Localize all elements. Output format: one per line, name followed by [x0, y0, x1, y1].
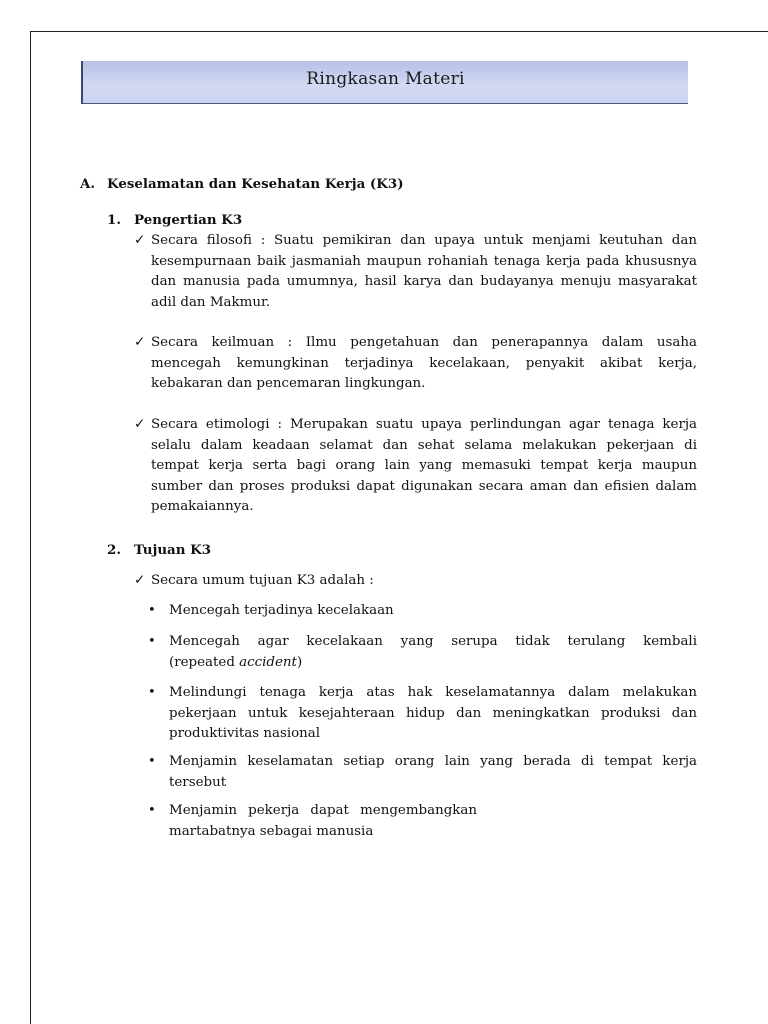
text-line: pemakaiannya.: [151, 499, 254, 514]
text-line: tersebut: [169, 774, 227, 790]
text-line: Secara filosofi : Suatu pemikiran dan upaya untuk menjami keutuhan dan: [151, 233, 697, 248]
text-line: adil dan Makmur.: [151, 294, 271, 310]
text-line: Secara etimologi : Merupakan suatu upaya perlindungan agar tenaga kerja: [151, 417, 697, 432]
goal-item: [169, 632, 697, 673]
bullet-icon: •: [148, 754, 156, 769]
text-line: Mencegah terjadinya kecelakaan: [169, 603, 394, 618]
goal-item: [169, 752, 697, 793]
section-label: A.: [80, 176, 96, 192]
text-line: tempat kerja serta bagi orang lain yang memasuki tempat kerja maupun: [151, 458, 697, 473]
title-banner: [81, 61, 688, 104]
bullet-icon: •: [148, 803, 156, 818]
bullet-icon: •: [148, 685, 156, 700]
goal-item: [169, 683, 697, 745]
text-line: kesempurnaan baik jasmaniah maupun rohaniah tenaga kerja pada khususnya: [151, 253, 697, 269]
definition-philosophy: [151, 231, 697, 313]
bullet-icon: •: [148, 634, 156, 649]
text-line: [169, 653, 697, 674]
check-icon: ✓: [134, 573, 146, 588]
text-line: Secara keilmuan : Ilmu pengetahuan dan penerapannya dalam usaha: [151, 335, 697, 350]
text-line: Menjamin pekerja dapat mengembangkan: [169, 803, 477, 818]
bullet-icon: •: [148, 603, 156, 618]
sub2-title: Tujuan K3: [134, 542, 212, 558]
text-line: Melindungi tenaga kerja atas hak keselamatannya dalam melakukan: [169, 685, 697, 700]
banner-title: Ringkasan Materi: [306, 69, 465, 89]
emphasis-text: accident: [239, 654, 297, 670]
text-line: mencegah kemungkinan terjadinya kecelakaan, penyakit akibat kerja,: [151, 355, 697, 371]
sub2-number: 2.: [107, 542, 121, 558]
goal-item: [169, 601, 697, 622]
text-line: Mencegah agar kecelakaan yang serupa tidak terulang kembali: [169, 634, 697, 649]
check-icon: ✓: [134, 417, 146, 432]
text-line: produktivitas nasional: [169, 726, 321, 741]
text-line: selalu dalam keadaan selamat dan sehat selama melakukan pekerjaan di: [151, 437, 697, 453]
sub1-title: Pengertian K3: [134, 212, 243, 228]
check-icon: ✓: [134, 233, 146, 248]
definition-science: [151, 333, 697, 395]
goal-item: [169, 801, 477, 842]
goals-intro: Secara umum tujuan K3 adalah :: [151, 573, 374, 588]
sub1-number: 1.: [107, 212, 121, 228]
section-title: Keselamatan dan Kesehatan Kerja (K3): [107, 176, 404, 192]
definition-etymology: [151, 415, 697, 518]
text-line: Menjamin keselamatan setiap orang lain yang berada di tempat kerja: [169, 754, 697, 769]
text-line: dan manusia pada umumnya, hasil karya dan budayanya menuju masyarakat: [151, 274, 697, 289]
text-fragment: ): [296, 654, 303, 670]
check-icon: ✓: [134, 335, 146, 350]
text-fragment: (repeated: [169, 654, 240, 670]
text-line: kebakaran dan pencemaran lingkungan.: [151, 376, 426, 391]
text-line: sumber dan proses produksi dapat digunakan secara aman dan efisien dalam: [151, 478, 697, 494]
text-line: pekerjaan untuk kesejahteraan hidup dan meningkatkan produksi dan: [169, 705, 697, 721]
text-line: martabatnya sebagai manusia: [169, 823, 374, 839]
